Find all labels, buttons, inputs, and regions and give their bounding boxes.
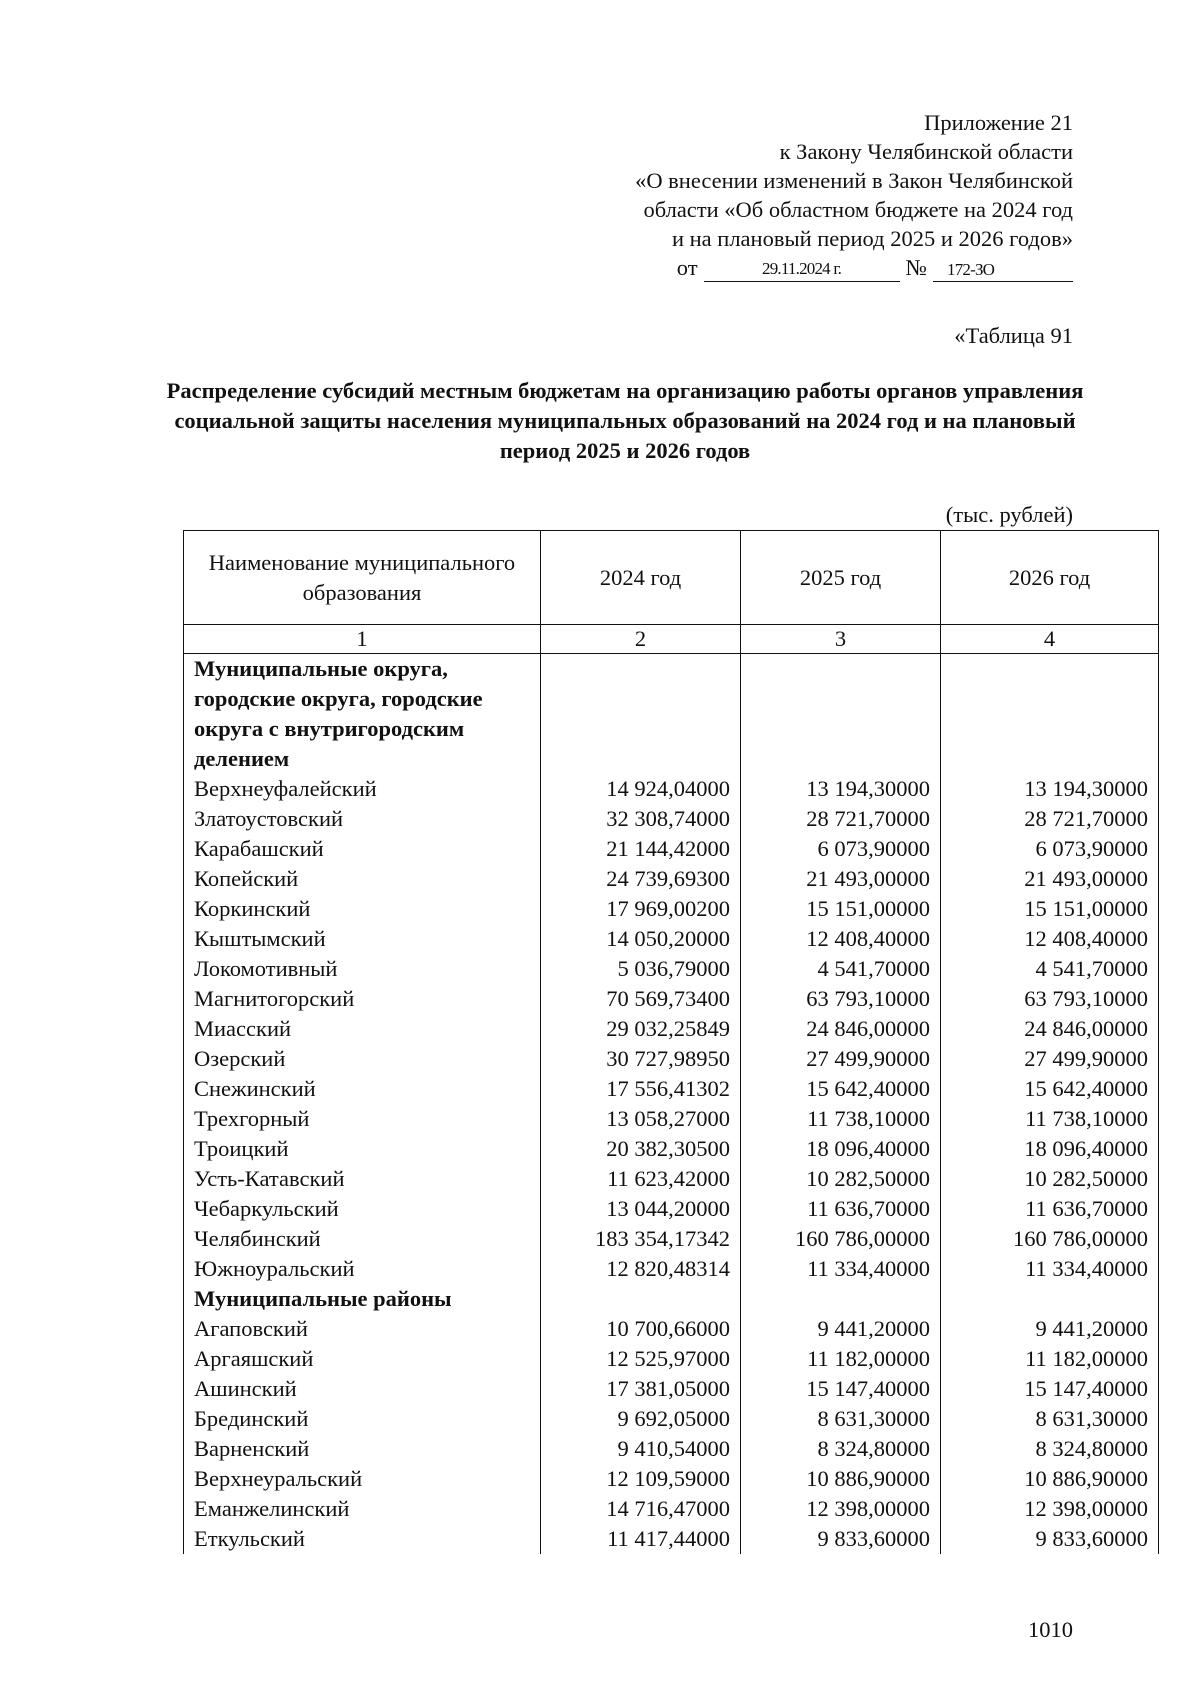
value-2024: 29 032,25849 bbox=[541, 1014, 741, 1044]
table-row bbox=[184, 1374, 1159, 1404]
value-2026: 15 642,40000 bbox=[941, 1074, 1159, 1104]
value-2024: 70 569,73400 bbox=[541, 984, 741, 1014]
municipality-name: Верхнеуральский bbox=[184, 1464, 541, 1494]
value-2025: 24 846,00000 bbox=[741, 1014, 941, 1044]
value-2024: 32 308,74000 bbox=[541, 804, 741, 834]
table-row bbox=[184, 834, 1159, 864]
column-number-row bbox=[184, 625, 1159, 654]
municipality-name: Брединский bbox=[184, 1404, 541, 1434]
value-2025: 15 151,00000 bbox=[741, 894, 941, 924]
municipality-name: Трехгорный bbox=[184, 1104, 541, 1134]
value-2025: 12 398,00000 bbox=[741, 1494, 941, 1524]
value-2026: 4 541,70000 bbox=[941, 954, 1159, 984]
value-2026: 160 786,00000 bbox=[941, 1224, 1159, 1254]
municipality-name: Копейский bbox=[184, 864, 541, 894]
municipality-name: Верхнеуфалейский bbox=[184, 774, 541, 804]
municipality-name: Южноуральский bbox=[184, 1254, 541, 1284]
value-2025: 21 493,00000 bbox=[741, 864, 941, 894]
section-title: Муниципальные районы bbox=[184, 1284, 541, 1314]
table-row bbox=[184, 984, 1159, 1014]
value-2025: 13 194,30000 bbox=[741, 774, 941, 804]
column-header-2026: 2026 год bbox=[941, 531, 1159, 625]
appendix-line: области «Об областном бюджете на 2024 год bbox=[643, 197, 1073, 222]
document-title: Распределение субсидий местным бюджетам на организацию работы органов управления социальной защиты населения муниципальных образований на 2024 год и на плановый период 2025 и 2026 годов bbox=[166, 378, 1084, 463]
table-row bbox=[184, 774, 1159, 804]
table-row bbox=[184, 1344, 1159, 1374]
municipality-name: Троицкий bbox=[184, 1134, 541, 1164]
municipality-name: Карабашский bbox=[184, 834, 541, 864]
value-2026: 13 194,30000 bbox=[941, 774, 1159, 804]
value-2026: 12 398,00000 bbox=[941, 1494, 1159, 1524]
table-row bbox=[184, 1074, 1159, 1104]
value-2026: 15 151,00000 bbox=[941, 894, 1159, 924]
value-2024: 30 727,98950 bbox=[541, 1044, 741, 1074]
value-2024: 12 525,97000 bbox=[541, 1344, 741, 1374]
number-prefix: № bbox=[905, 255, 927, 280]
value-2026: 18 096,40000 bbox=[941, 1134, 1159, 1164]
value-2025: 9 833,60000 bbox=[741, 1524, 941, 1554]
value-2024: 14 050,20000 bbox=[541, 924, 741, 954]
table-row bbox=[184, 1254, 1159, 1284]
value-2024: 17 969,00200 bbox=[541, 894, 741, 924]
column-number: 1 bbox=[184, 625, 541, 654]
law-date-number-line bbox=[513, 253, 1073, 282]
municipality-name: Чебаркульский bbox=[184, 1194, 541, 1224]
table-row bbox=[184, 1464, 1159, 1494]
table-row bbox=[184, 1314, 1159, 1344]
value-2024: 13 044,20000 bbox=[541, 1194, 741, 1224]
table-row bbox=[184, 924, 1159, 954]
value-2026: 10 886,90000 bbox=[941, 1464, 1159, 1494]
value-2024: 12 820,48314 bbox=[541, 1254, 741, 1284]
page-number: 1010 bbox=[1028, 1617, 1073, 1642]
value-2024: 11 623,42000 bbox=[541, 1164, 741, 1194]
table-row bbox=[184, 1164, 1159, 1194]
value-2024: 17 556,41302 bbox=[541, 1074, 741, 1104]
column-number: 3 bbox=[741, 625, 941, 654]
value-2024: 9 410,54000 bbox=[541, 1434, 741, 1464]
municipality-name: Снежинский bbox=[184, 1074, 541, 1104]
value-2025: 8 631,30000 bbox=[741, 1404, 941, 1434]
value-2025: 63 793,10000 bbox=[741, 984, 941, 1014]
value-2025: 28 721,70000 bbox=[741, 804, 941, 834]
empty-cell bbox=[941, 654, 1159, 775]
value-2025: 160 786,00000 bbox=[741, 1224, 941, 1254]
value-2024: 14 924,04000 bbox=[541, 774, 741, 804]
value-2024: 9 692,05000 bbox=[541, 1404, 741, 1434]
table-body bbox=[184, 654, 1159, 1555]
table-header-row bbox=[184, 531, 1159, 625]
value-2025: 11 182,00000 bbox=[741, 1344, 941, 1374]
value-2025: 6 073,90000 bbox=[741, 834, 941, 864]
value-2024: 13 058,27000 bbox=[541, 1104, 741, 1134]
value-2026: 21 493,00000 bbox=[941, 864, 1159, 894]
value-2024: 183 354,17342 bbox=[541, 1224, 741, 1254]
value-2026: 24 846,00000 bbox=[941, 1014, 1159, 1044]
value-2024: 5 036,79000 bbox=[541, 954, 741, 984]
value-2025: 9 441,20000 bbox=[741, 1314, 941, 1344]
value-2026: 10 282,50000 bbox=[941, 1164, 1159, 1194]
value-2026: 8 324,80000 bbox=[941, 1434, 1159, 1464]
table-row bbox=[184, 864, 1159, 894]
municipality-name: Усть-Катавский bbox=[184, 1164, 541, 1194]
section-title: Муниципальные округа, городские округа, городские округа с внутригородским делением bbox=[184, 654, 541, 775]
table-row bbox=[184, 1044, 1159, 1074]
value-2024: 11 417,44000 bbox=[541, 1524, 741, 1554]
table-row bbox=[184, 1134, 1159, 1164]
subsidy-table bbox=[183, 530, 1159, 1554]
value-2026: 15 147,40000 bbox=[941, 1374, 1159, 1404]
value-2025: 12 408,40000 bbox=[741, 924, 941, 954]
empty-cell bbox=[541, 1284, 741, 1314]
table-row bbox=[184, 1224, 1159, 1254]
table-row bbox=[184, 1194, 1159, 1224]
appendix-header bbox=[513, 108, 1073, 282]
value-2025: 10 282,50000 bbox=[741, 1164, 941, 1194]
section-header-row bbox=[184, 654, 1159, 775]
appendix-line: и на плановый период 2025 и 2026 годов» bbox=[671, 226, 1073, 251]
value-2026: 63 793,10000 bbox=[941, 984, 1159, 1014]
column-number: 2 bbox=[541, 625, 741, 654]
municipality-name: Локомотивный bbox=[184, 954, 541, 984]
law-number: 172-ЗО bbox=[933, 260, 1073, 282]
value-2025: 11 636,70000 bbox=[741, 1194, 941, 1224]
value-2024: 10 700,66000 bbox=[541, 1314, 741, 1344]
table-row bbox=[184, 1014, 1159, 1044]
law-date: 29.11.2024 г. bbox=[704, 259, 900, 282]
appendix-line: Приложение 21 bbox=[924, 110, 1073, 135]
value-2025: 18 096,40000 bbox=[741, 1134, 941, 1164]
value-2026: 11 636,70000 bbox=[941, 1194, 1159, 1224]
value-2026: 9 441,20000 bbox=[941, 1314, 1159, 1344]
section-header-row bbox=[184, 1284, 1159, 1314]
municipality-name: Аргаяшский bbox=[184, 1344, 541, 1374]
column-header-name: Наименование муниципального образования bbox=[184, 531, 541, 625]
municipality-name: Миасский bbox=[184, 1014, 541, 1044]
table-row bbox=[184, 1404, 1159, 1434]
value-2025: 4 541,70000 bbox=[741, 954, 941, 984]
value-2025: 11 738,10000 bbox=[741, 1104, 941, 1134]
municipality-name: Варненский bbox=[184, 1434, 541, 1464]
value-2026: 11 334,40000 bbox=[941, 1254, 1159, 1284]
value-2025: 10 886,90000 bbox=[741, 1464, 941, 1494]
value-2025: 15 147,40000 bbox=[741, 1374, 941, 1404]
value-2026: 8 631,30000 bbox=[941, 1404, 1159, 1434]
municipality-name: Еманжелинский bbox=[184, 1494, 541, 1524]
empty-cell bbox=[541, 654, 741, 775]
value-2026: 11 182,00000 bbox=[941, 1344, 1159, 1374]
column-header-2025: 2025 год bbox=[741, 531, 941, 625]
value-2026: 28 721,70000 bbox=[941, 804, 1159, 834]
municipality-name: Агаповский bbox=[184, 1314, 541, 1344]
municipality-name: Магнитогорский bbox=[184, 984, 541, 1014]
value-2024: 12 109,59000 bbox=[541, 1464, 741, 1494]
empty-cell bbox=[941, 1284, 1159, 1314]
value-2024: 21 144,42000 bbox=[541, 834, 741, 864]
value-2025: 27 499,90000 bbox=[741, 1044, 941, 1074]
table-row bbox=[184, 804, 1159, 834]
municipality-name: Кыштымский bbox=[184, 924, 541, 954]
table-label: «Таблица 91 bbox=[954, 323, 1073, 348]
table-row bbox=[184, 894, 1159, 924]
appendix-line: «О внесении изменений в Закон Челябинской bbox=[635, 168, 1073, 193]
value-2026: 11 738,10000 bbox=[941, 1104, 1159, 1134]
value-2024: 24 739,69300 bbox=[541, 864, 741, 894]
value-2026: 12 408,40000 bbox=[941, 924, 1159, 954]
value-2026: 9 833,60000 bbox=[941, 1524, 1159, 1554]
value-2024: 14 716,47000 bbox=[541, 1494, 741, 1524]
value-2025: 15 642,40000 bbox=[741, 1074, 941, 1104]
appendix-line: к Закону Челябинской области bbox=[779, 139, 1073, 164]
empty-cell bbox=[741, 654, 941, 775]
municipality-name: Озерский bbox=[184, 1044, 541, 1074]
column-header-2024: 2024 год bbox=[541, 531, 741, 625]
value-2025: 8 324,80000 bbox=[741, 1434, 941, 1464]
municipality-name: Ашинский bbox=[184, 1374, 541, 1404]
value-2025: 11 334,40000 bbox=[741, 1254, 941, 1284]
table-row bbox=[184, 1494, 1159, 1524]
value-2024: 17 381,05000 bbox=[541, 1374, 741, 1404]
table-row bbox=[184, 954, 1159, 984]
column-number: 4 bbox=[941, 625, 1159, 654]
municipality-name: Коркинский bbox=[184, 894, 541, 924]
date-prefix: от bbox=[676, 255, 698, 280]
table-row bbox=[184, 1104, 1159, 1134]
municipality-name: Челябинский bbox=[184, 1224, 541, 1254]
table-row bbox=[184, 1434, 1159, 1464]
table-row bbox=[184, 1524, 1159, 1554]
units-label: (тыс. рублей) bbox=[945, 502, 1073, 527]
value-2026: 27 499,90000 bbox=[941, 1044, 1159, 1074]
value-2026: 6 073,90000 bbox=[941, 834, 1159, 864]
municipality-name: Златоустовский bbox=[184, 804, 541, 834]
municipality-name: Еткульский bbox=[184, 1524, 541, 1554]
empty-cell bbox=[741, 1284, 941, 1314]
value-2024: 20 382,30500 bbox=[541, 1134, 741, 1164]
